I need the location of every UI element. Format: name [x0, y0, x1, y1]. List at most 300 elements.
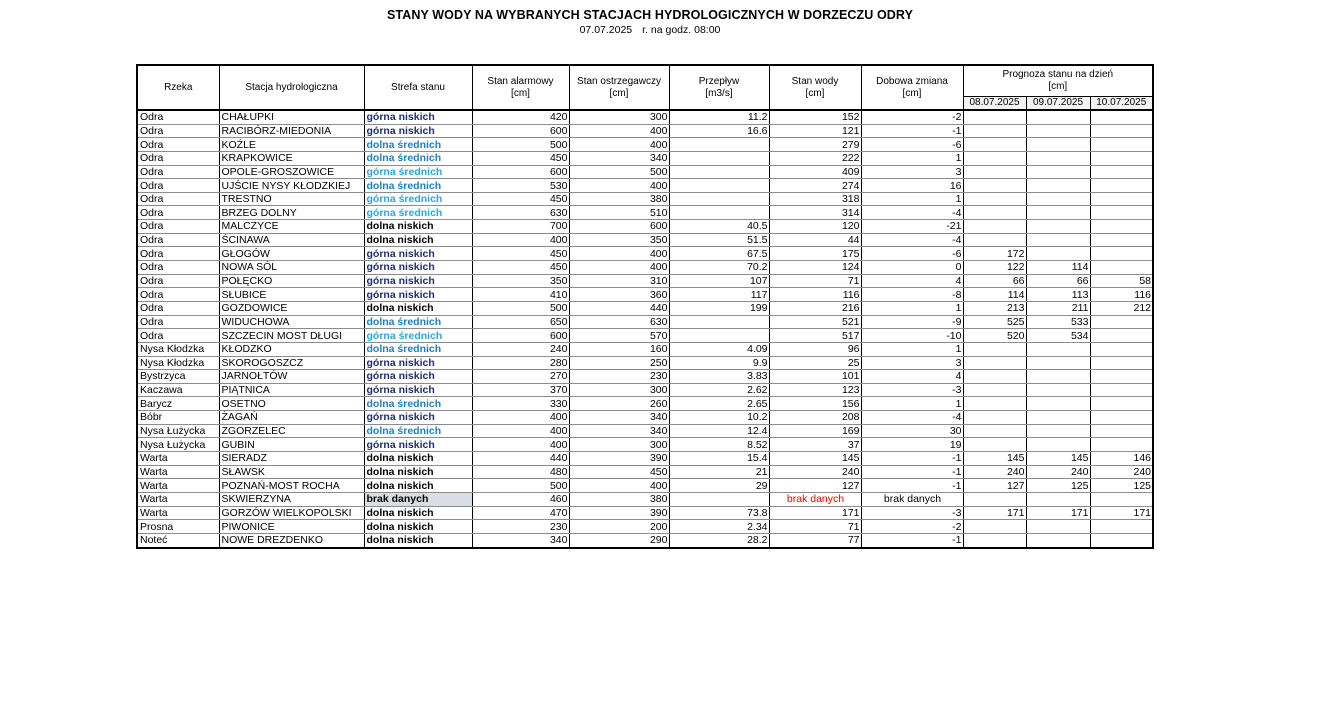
- cell-forecast-1: [963, 520, 1026, 534]
- cell-station: GŁOGÓW: [219, 247, 364, 261]
- cell-warning: 390: [569, 506, 669, 520]
- cell-station: JARNOŁTÓW: [219, 370, 364, 384]
- cell-river: Nysa Kłodzka: [137, 356, 219, 370]
- cell-warning: 400: [569, 124, 669, 138]
- header-zmiana-l1: Dobowa zmiana: [876, 75, 948, 87]
- cell-alarm: 480: [472, 465, 569, 479]
- cell-zone: dolna niskich: [364, 465, 472, 479]
- cell-flow: 12.4: [669, 424, 769, 438]
- cell-forecast-1: 240: [963, 465, 1026, 479]
- cell-forecast-2: [1026, 356, 1090, 370]
- cell-change: -1: [861, 465, 963, 479]
- cell-river: Prosna: [137, 520, 219, 534]
- table-row: [137, 301, 1153, 315]
- cell-station: NOWE DREZDENKO: [219, 533, 364, 547]
- cell-forecast-3: [1090, 315, 1153, 329]
- cell-zone: dolna średnich: [364, 342, 472, 356]
- cell-zone: górna średnich: [364, 206, 472, 220]
- cell-level: 314: [769, 206, 861, 220]
- cell-river: Warta: [137, 492, 219, 506]
- table-row: [137, 124, 1153, 138]
- cell-change: 1: [861, 192, 963, 206]
- cell-forecast-3: [1090, 397, 1153, 411]
- cell-change: brak danych: [861, 492, 963, 506]
- cell-warning: 440: [569, 301, 669, 315]
- cell-change: 4: [861, 274, 963, 288]
- cell-level: 37: [769, 438, 861, 452]
- cell-forecast-1: [963, 438, 1026, 452]
- cell-forecast-3: [1090, 220, 1153, 234]
- cell-station: OPOLE-GROSZOWICE: [219, 165, 364, 179]
- cell-station: SKOROGOSZCZ: [219, 356, 364, 370]
- cell-forecast-2: [1026, 192, 1090, 206]
- cell-alarm: 630: [472, 206, 569, 220]
- cell-level: 124: [769, 261, 861, 275]
- cell-warning: 400: [569, 179, 669, 193]
- header-stan-wody-l2: [cm]: [805, 87, 825, 99]
- cell-warning: 380: [569, 492, 669, 506]
- cell-forecast-2: [1026, 438, 1090, 452]
- cell-zone: dolna średnich: [364, 424, 472, 438]
- cell-station: PIWONICE: [219, 520, 364, 534]
- cell-forecast-1: [963, 124, 1026, 138]
- cell-flow: 2.65: [669, 397, 769, 411]
- cell-alarm: 450: [472, 247, 569, 261]
- cell-forecast-2: 211: [1026, 301, 1090, 315]
- cell-forecast-1: 145: [963, 452, 1026, 466]
- cell-river: Bystrzyca: [137, 370, 219, 384]
- cell-forecast-1: [963, 492, 1026, 506]
- cell-level: 171: [769, 506, 861, 520]
- cell-warning: 380: [569, 192, 669, 206]
- cell-station: ZGORZELEC: [219, 424, 364, 438]
- cell-level: 175: [769, 247, 861, 261]
- cell-alarm: 500: [472, 479, 569, 493]
- cell-forecast-2: [1026, 520, 1090, 534]
- cell-river: Warta: [137, 465, 219, 479]
- cell-level: 71: [769, 274, 861, 288]
- cell-forecast-3: [1090, 424, 1153, 438]
- header-stacja: Stacja hydrologiczna: [219, 65, 364, 110]
- cell-level: 145: [769, 452, 861, 466]
- cell-alarm: 600: [472, 124, 569, 138]
- cell-warning: 250: [569, 356, 669, 370]
- cell-alarm: 400: [472, 411, 569, 425]
- cell-river: Noteć: [137, 533, 219, 547]
- cell-zone: dolna średnich: [364, 315, 472, 329]
- cell-station: GORZÓW WIELKOPOLSKI: [219, 506, 364, 520]
- cell-level: 127: [769, 479, 861, 493]
- cell-forecast-3: [1090, 233, 1153, 247]
- cell-forecast-3: [1090, 520, 1153, 534]
- cell-forecast-1: [963, 165, 1026, 179]
- cell-flow: [669, 492, 769, 506]
- cell-change: 0: [861, 261, 963, 275]
- table-row: [137, 383, 1153, 397]
- header-stan-wody-l1: Stan wody: [791, 75, 839, 87]
- cell-flow: 67.5: [669, 247, 769, 261]
- cell-river: Odra: [137, 124, 219, 138]
- cell-station: ŚCINAWA: [219, 233, 364, 247]
- cell-warning: 300: [569, 438, 669, 452]
- cell-warning: 300: [569, 383, 669, 397]
- report-time: r. na godz. 08:00: [642, 24, 721, 36]
- cell-warning: 500: [569, 165, 669, 179]
- cell-alarm: 280: [472, 356, 569, 370]
- cell-level: 123: [769, 383, 861, 397]
- cell-forecast-3: [1090, 438, 1153, 452]
- cell-change: -8: [861, 288, 963, 302]
- cell-forecast-3: [1090, 206, 1153, 220]
- cell-river: Odra: [137, 274, 219, 288]
- cell-warning: 400: [569, 261, 669, 275]
- cell-warning: 400: [569, 479, 669, 493]
- document-title: STANY WODY NA WYBRANYCH STACJACH HYDROLOGICZNYCH W DORZECZU ODRY: [386, 8, 914, 22]
- cell-level: 169: [769, 424, 861, 438]
- header-ostrzegawczy-l1: Stan ostrzegawczy: [577, 75, 661, 87]
- cell-change: -1: [861, 479, 963, 493]
- cell-flow: [669, 151, 769, 165]
- cell-river: Odra: [137, 206, 219, 220]
- cell-level: 101: [769, 370, 861, 384]
- table-row: [137, 138, 1153, 152]
- cell-forecast-1: [963, 397, 1026, 411]
- cell-change: -1: [861, 533, 963, 547]
- cell-forecast-1: [963, 220, 1026, 234]
- cell-alarm: 700: [472, 220, 569, 234]
- table-row: [137, 342, 1153, 356]
- cell-level: brak danych: [769, 492, 861, 506]
- cell-river: Warta: [137, 479, 219, 493]
- cell-station: RACIBÓRZ-MIEDONIA: [219, 124, 364, 138]
- cell-forecast-1: 66: [963, 274, 1026, 288]
- cell-forecast-1: [963, 370, 1026, 384]
- cell-flow: 2.62: [669, 383, 769, 397]
- cell-alarm: 400: [472, 438, 569, 452]
- cell-river: Odra: [137, 179, 219, 193]
- table-row: [137, 452, 1153, 466]
- cell-warning: 400: [569, 247, 669, 261]
- water-levels-table: [136, 64, 1154, 549]
- cell-flow: [669, 315, 769, 329]
- cell-change: -3: [861, 506, 963, 520]
- cell-forecast-3: [1090, 370, 1153, 384]
- cell-forecast-2: [1026, 370, 1090, 384]
- cell-zone: górna niskich: [364, 124, 472, 138]
- cell-river: Odra: [137, 151, 219, 165]
- cell-alarm: 650: [472, 315, 569, 329]
- cell-forecast-1: 127: [963, 479, 1026, 493]
- cell-forecast-1: [963, 151, 1026, 165]
- cell-forecast-1: 122: [963, 261, 1026, 275]
- cell-warning: 200: [569, 520, 669, 534]
- cell-warning: 300: [569, 110, 669, 124]
- cell-river: Odra: [137, 329, 219, 343]
- cell-zone: dolna niskich: [364, 479, 472, 493]
- cell-change: -4: [861, 233, 963, 247]
- cell-forecast-1: [963, 411, 1026, 425]
- cell-forecast-2: [1026, 411, 1090, 425]
- header-przeplyw-l1: Przepływ: [698, 75, 740, 87]
- cell-warning: 570: [569, 329, 669, 343]
- cell-level: 222: [769, 151, 861, 165]
- header-alarmowy-l2: [cm]: [511, 87, 530, 99]
- cell-forecast-3: [1090, 356, 1153, 370]
- cell-level: 96: [769, 342, 861, 356]
- cell-change: -3: [861, 383, 963, 397]
- cell-zone: dolna niskich: [364, 506, 472, 520]
- cell-river: Barycz: [137, 397, 219, 411]
- cell-warning: 340: [569, 424, 669, 438]
- cell-river: Odra: [137, 247, 219, 261]
- cell-river: Warta: [137, 506, 219, 520]
- cell-forecast-1: [963, 342, 1026, 356]
- cell-zone: górna niskich: [364, 411, 472, 425]
- cell-flow: 117: [669, 288, 769, 302]
- cell-river: Odra: [137, 110, 219, 124]
- cell-warning: 630: [569, 315, 669, 329]
- table-row: [137, 151, 1153, 165]
- cell-alarm: 240: [472, 342, 569, 356]
- cell-flow: 199: [669, 301, 769, 315]
- cell-forecast-2: [1026, 206, 1090, 220]
- cell-alarm: 500: [472, 138, 569, 152]
- cell-forecast-3: 171: [1090, 506, 1153, 520]
- cell-forecast-3: 116: [1090, 288, 1153, 302]
- cell-forecast-3: [1090, 124, 1153, 138]
- cell-change: -10: [861, 329, 963, 343]
- header-rzeka: Rzeka: [137, 65, 219, 110]
- table-row: [137, 165, 1153, 179]
- cell-alarm: 600: [472, 165, 569, 179]
- cell-zone: dolna średnich: [364, 151, 472, 165]
- table-row: [137, 288, 1153, 302]
- table-row: [137, 261, 1153, 275]
- cell-forecast-3: [1090, 492, 1153, 506]
- cell-forecast-3: [1090, 411, 1153, 425]
- cell-level: 216: [769, 301, 861, 315]
- header-forecast-date-1: 08.07.2025: [963, 97, 1026, 111]
- cell-level: 156: [769, 397, 861, 411]
- cell-level: 240: [769, 465, 861, 479]
- table-row: [137, 411, 1153, 425]
- cell-alarm: 370: [472, 383, 569, 397]
- cell-alarm: 470: [472, 506, 569, 520]
- cell-forecast-2: 125: [1026, 479, 1090, 493]
- cell-zone: dolna niskich: [364, 520, 472, 534]
- cell-zone: dolna niskich: [364, 533, 472, 547]
- cell-alarm: 270: [472, 370, 569, 384]
- cell-river: Odra: [137, 165, 219, 179]
- cell-change: 1: [861, 151, 963, 165]
- header-stan-wody: [769, 65, 861, 110]
- cell-forecast-2: 66: [1026, 274, 1090, 288]
- cell-river: Odra: [137, 301, 219, 315]
- cell-forecast-3: [1090, 329, 1153, 343]
- cell-forecast-2: [1026, 383, 1090, 397]
- header-prognoza-l2: [cm]: [1048, 81, 1068, 92]
- cell-level: 116: [769, 288, 861, 302]
- cell-station: KOŹLE: [219, 138, 364, 152]
- cell-forecast-1: [963, 192, 1026, 206]
- cell-forecast-2: [1026, 151, 1090, 165]
- cell-zone: dolna niskich: [364, 220, 472, 234]
- document-subtitle: [0, 24, 1300, 36]
- header-zmiana: [861, 65, 963, 110]
- cell-forecast-3: [1090, 151, 1153, 165]
- cell-change: 30: [861, 424, 963, 438]
- cell-level: 318: [769, 192, 861, 206]
- header-forecast-date-2: 09.07.2025: [1026, 97, 1090, 111]
- cell-flow: [669, 329, 769, 343]
- cell-warning: 450: [569, 465, 669, 479]
- cell-zone: górna średnich: [364, 165, 472, 179]
- cell-forecast-3: [1090, 192, 1153, 206]
- table-row: [137, 479, 1153, 493]
- cell-river: Bóbr: [137, 411, 219, 425]
- cell-alarm: 450: [472, 192, 569, 206]
- cell-forecast-3: [1090, 138, 1153, 152]
- cell-forecast-1: [963, 383, 1026, 397]
- cell-zone: dolna niskich: [364, 301, 472, 315]
- cell-warning: 390: [569, 452, 669, 466]
- cell-warning: 510: [569, 206, 669, 220]
- cell-flow: 21: [669, 465, 769, 479]
- cell-flow: 2.34: [669, 520, 769, 534]
- cell-flow: 16.6: [669, 124, 769, 138]
- cell-change: -21: [861, 220, 963, 234]
- cell-zone: dolna średnich: [364, 138, 472, 152]
- cell-forecast-1: [963, 179, 1026, 193]
- cell-alarm: 410: [472, 288, 569, 302]
- cell-forecast-1: 525: [963, 315, 1026, 329]
- cell-change: 4: [861, 370, 963, 384]
- cell-alarm: 450: [472, 261, 569, 275]
- cell-zone: górna niskich: [364, 247, 472, 261]
- cell-zone: górna niskich: [364, 438, 472, 452]
- cell-forecast-3: 58: [1090, 274, 1153, 288]
- cell-warning: 310: [569, 274, 669, 288]
- cell-station: GUBIN: [219, 438, 364, 452]
- cell-forecast-1: 520: [963, 329, 1026, 343]
- cell-forecast-3: [1090, 165, 1153, 179]
- cell-river: Warta: [137, 452, 219, 466]
- table-row: [137, 329, 1153, 343]
- cell-zone: górna niskich: [364, 370, 472, 384]
- cell-forecast-2: [1026, 533, 1090, 547]
- cell-level: 44: [769, 233, 861, 247]
- cell-station: SKWIERZYNA: [219, 492, 364, 506]
- cell-station: ŻAGAŃ: [219, 411, 364, 425]
- cell-forecast-2: [1026, 247, 1090, 261]
- cell-change: -4: [861, 411, 963, 425]
- cell-warning: 260: [569, 397, 669, 411]
- cell-forecast-3: 240: [1090, 465, 1153, 479]
- cell-flow: 29: [669, 479, 769, 493]
- cell-river: Odra: [137, 138, 219, 152]
- header-przeplyw-l2: [m3/s]: [705, 87, 733, 99]
- cell-zone: górna niskich: [364, 288, 472, 302]
- cell-change: 19: [861, 438, 963, 452]
- cell-forecast-2: 113: [1026, 288, 1090, 302]
- cell-station: WIDUCHOWA: [219, 315, 364, 329]
- cell-flow: 51.5: [669, 233, 769, 247]
- cell-zone: górna niskich: [364, 261, 472, 275]
- cell-forecast-3: 125: [1090, 479, 1153, 493]
- header-przeplyw: [669, 65, 769, 110]
- cell-level: 279: [769, 138, 861, 152]
- cell-zone: dolna niskich: [364, 233, 472, 247]
- cell-station: SŁUBICE: [219, 288, 364, 302]
- cell-alarm: 230: [472, 520, 569, 534]
- cell-alarm: 460: [472, 492, 569, 506]
- cell-level: 517: [769, 329, 861, 343]
- cell-river: Nysa Łużycka: [137, 424, 219, 438]
- table-row: [137, 179, 1153, 193]
- table-row: [137, 315, 1153, 329]
- cell-forecast-3: [1090, 110, 1153, 124]
- cell-warning: 600: [569, 220, 669, 234]
- table-row: [137, 356, 1153, 370]
- cell-forecast-3: [1090, 261, 1153, 275]
- cell-forecast-2: 534: [1026, 329, 1090, 343]
- cell-river: Nysa Łużycka: [137, 438, 219, 452]
- cell-forecast-2: [1026, 342, 1090, 356]
- table-row: [137, 520, 1153, 534]
- cell-alarm: 530: [472, 179, 569, 193]
- cell-warning: 340: [569, 151, 669, 165]
- cell-forecast-3: 212: [1090, 301, 1153, 315]
- cell-station: BRZEG DOLNY: [219, 206, 364, 220]
- cell-level: 274: [769, 179, 861, 193]
- cell-flow: [669, 179, 769, 193]
- cell-flow: [669, 192, 769, 206]
- table-row: [137, 274, 1153, 288]
- cell-alarm: 340: [472, 533, 569, 547]
- cell-forecast-2: [1026, 424, 1090, 438]
- cell-flow: 4.09: [669, 342, 769, 356]
- cell-warning: 400: [569, 138, 669, 152]
- cell-change: 1: [861, 301, 963, 315]
- cell-forecast-1: [963, 424, 1026, 438]
- table-row: [137, 247, 1153, 261]
- cell-forecast-2: [1026, 138, 1090, 152]
- cell-forecast-2: 114: [1026, 261, 1090, 275]
- cell-flow: 3.83: [669, 370, 769, 384]
- cell-river: Odra: [137, 192, 219, 206]
- cell-forecast-2: [1026, 124, 1090, 138]
- table-row: [137, 206, 1153, 220]
- table-row: [137, 192, 1153, 206]
- cell-zone: górna średnich: [364, 329, 472, 343]
- cell-flow: [669, 138, 769, 152]
- table-row: [137, 533, 1153, 547]
- cell-alarm: 400: [472, 424, 569, 438]
- cell-forecast-1: 114: [963, 288, 1026, 302]
- cell-forecast-2: 171: [1026, 506, 1090, 520]
- cell-alarm: 500: [472, 301, 569, 315]
- cell-level: 120: [769, 220, 861, 234]
- table-row: [137, 397, 1153, 411]
- cell-warning: 350: [569, 233, 669, 247]
- cell-change: 3: [861, 356, 963, 370]
- cell-station: TRESTNO: [219, 192, 364, 206]
- cell-flow: 40.5: [669, 220, 769, 234]
- cell-river: Odra: [137, 288, 219, 302]
- cell-zone: górna średnich: [364, 192, 472, 206]
- cell-zone: górna niskich: [364, 110, 472, 124]
- cell-zone: dolna średnich: [364, 397, 472, 411]
